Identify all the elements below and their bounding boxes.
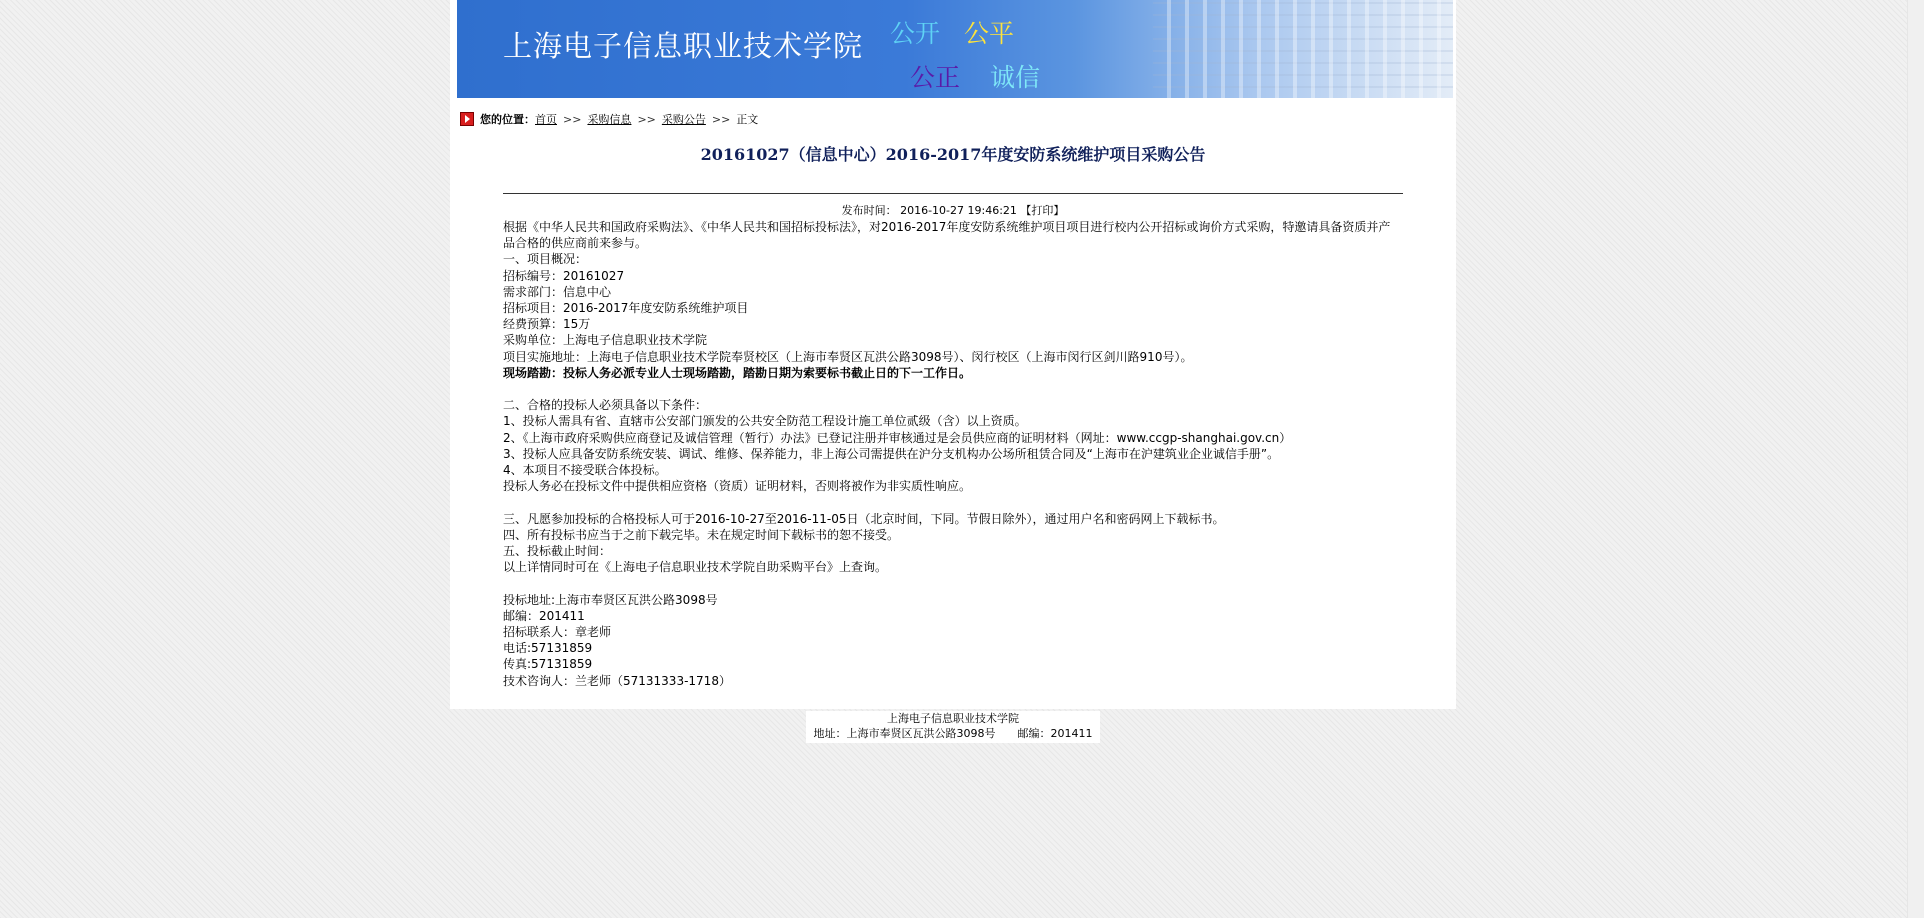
paragraph: 2、《上海市政府采购供应商登记及诚信管理（暂行）办法》已登记注册并审核通过是会员供应商的证明材料（网址：www.ccgp-shanghai.gov.cn） xyxy=(503,430,1292,445)
motto-openness: 公开 xyxy=(890,19,941,48)
motto-integrity: 诚信 xyxy=(990,63,1041,92)
paragraph: 邮编：201411 xyxy=(503,608,585,623)
school-name: 上海电子信息职业技术学院 xyxy=(503,29,864,63)
paragraph: 一、项目概况： xyxy=(503,252,588,267)
paragraph: 招标项目：2016-2017年度安防系统维护项目 xyxy=(503,301,749,316)
paragraph: 招标编号：20161027 xyxy=(503,268,625,283)
publish-time: 2016-10-27 19:46:21 xyxy=(900,204,1017,217)
article-title: 20161027（信息中心）2016-2017年度安防系统维护项目采购公告 xyxy=(700,145,1206,164)
paragraph: 电话:57131859 xyxy=(503,641,593,656)
paragraph: 传真:57131859 xyxy=(503,657,593,672)
paragraph-intro: 根据《中华人民共和国政府采购法》、《中华人民共和国招标投标法》，对2016-2017年度安防系统维护项目项目进行校内公开招标或询价方式采购，特邀请具备资质并产品合格的供应商前来参与。 xyxy=(503,220,1391,251)
paragraph: 以上详情同时可在《上海电子信息职业技术学院自助采购平台》上查询。 xyxy=(503,560,888,575)
breadcrumb xyxy=(460,111,758,127)
paragraph: 五、投标截止时间： xyxy=(503,544,612,559)
motto-fairness: 公平 xyxy=(964,19,1015,48)
article-meta xyxy=(450,202,1456,218)
blank-line xyxy=(503,381,1403,397)
site-banner xyxy=(457,0,1453,98)
breadcrumb-procurement-info-link[interactable]: 采购信息 xyxy=(587,113,632,126)
paragraph: 投标地址:上海市奉贤区瓦洪公路3098号 xyxy=(503,592,718,607)
paragraph-site-visit: 现场踏勘：投标人务必派专业人士现场踏勘，踏勘日期为索要标书截止日的下一工作日。 xyxy=(503,365,972,380)
page-container xyxy=(450,0,1456,709)
paragraph: 需求部门：信息中心 xyxy=(503,284,612,299)
footer-postcode: 邮编：201411 xyxy=(1017,727,1093,740)
paragraph: 投标人务必在投标文件中提供相应资格（资质）证明材料，否则将被作为非实质性响应。 xyxy=(503,479,972,494)
breadcrumb-current: 正文 xyxy=(736,113,759,126)
paragraph: 3、投标人应具备安防系统安装、调试、维修、保养能力，非上海公司需提供在沪分支机构办公场所租赁合同及“上海市在沪建筑业企业诚信手册”。 xyxy=(503,446,1280,461)
breadcrumb-label: 您的位置： xyxy=(480,113,535,126)
footer-school-name: 上海电子信息职业技术学院 xyxy=(887,712,1019,725)
print-link[interactable]: 【打印】 xyxy=(1020,204,1065,217)
location-arrow-icon xyxy=(460,112,474,126)
paragraph: 4、本项目不接受联合体投标。 xyxy=(503,463,667,478)
paragraph: 招标联系人：章老师 xyxy=(503,625,612,640)
breadcrumb-separator: >> xyxy=(711,112,731,126)
motto-justice: 公正 xyxy=(910,63,961,92)
paragraph: 项目实施地址：上海电子信息职业技术学院奉贤校区（上海市奉贤区瓦洪公路3098号）、闵行校区（上海市闵行区剑川路910号）。 xyxy=(503,349,1193,364)
paragraph: 经费预算：15万 xyxy=(503,317,591,332)
breadcrumb-procurement-notice-link[interactable]: 采购公告 xyxy=(661,113,706,126)
blank-line xyxy=(503,575,1403,591)
title-divider xyxy=(503,193,1403,194)
breadcrumb-separator: >> xyxy=(563,112,582,126)
paragraph: 采购单位：上海电子信息职业技术学院 xyxy=(503,333,708,348)
paragraph: 四、所有投标书应当于之前下载完毕。未在规定时间下载标书的恕不接受。 xyxy=(503,527,900,542)
paragraph: 1、投标人需具有省、直辖市公安部门颁发的公共安全防范工程设计施工单位贰级（含）以上资质。 xyxy=(503,414,1027,429)
breadcrumb-home-link[interactable]: 首页 xyxy=(535,113,557,126)
paragraph: 二、合格的投标人必须具备以下条件： xyxy=(503,398,708,413)
banner-building-graphic xyxy=(1153,0,1453,98)
blank-line xyxy=(503,494,1403,510)
paragraph: 三、凡愿参加投标的合格投标人可于2016-10-27至2016-11-05日（北京时间，下同。节假日除外），通过用户名和密码网上下载标书。 xyxy=(503,511,1225,526)
footer-address: 地址：上海市奉贤区瓦洪公路3098号 xyxy=(813,727,996,740)
publish-time-label: 发布时间： xyxy=(841,204,897,217)
footer-contact xyxy=(806,726,1100,741)
breadcrumb-separator: >> xyxy=(637,112,656,126)
site-footer xyxy=(806,711,1100,743)
article-body xyxy=(503,219,1403,689)
page-scrollbar[interactable] xyxy=(1907,0,1924,918)
paragraph: 技术咨询人：兰老师（57131333-1718） xyxy=(503,673,731,688)
